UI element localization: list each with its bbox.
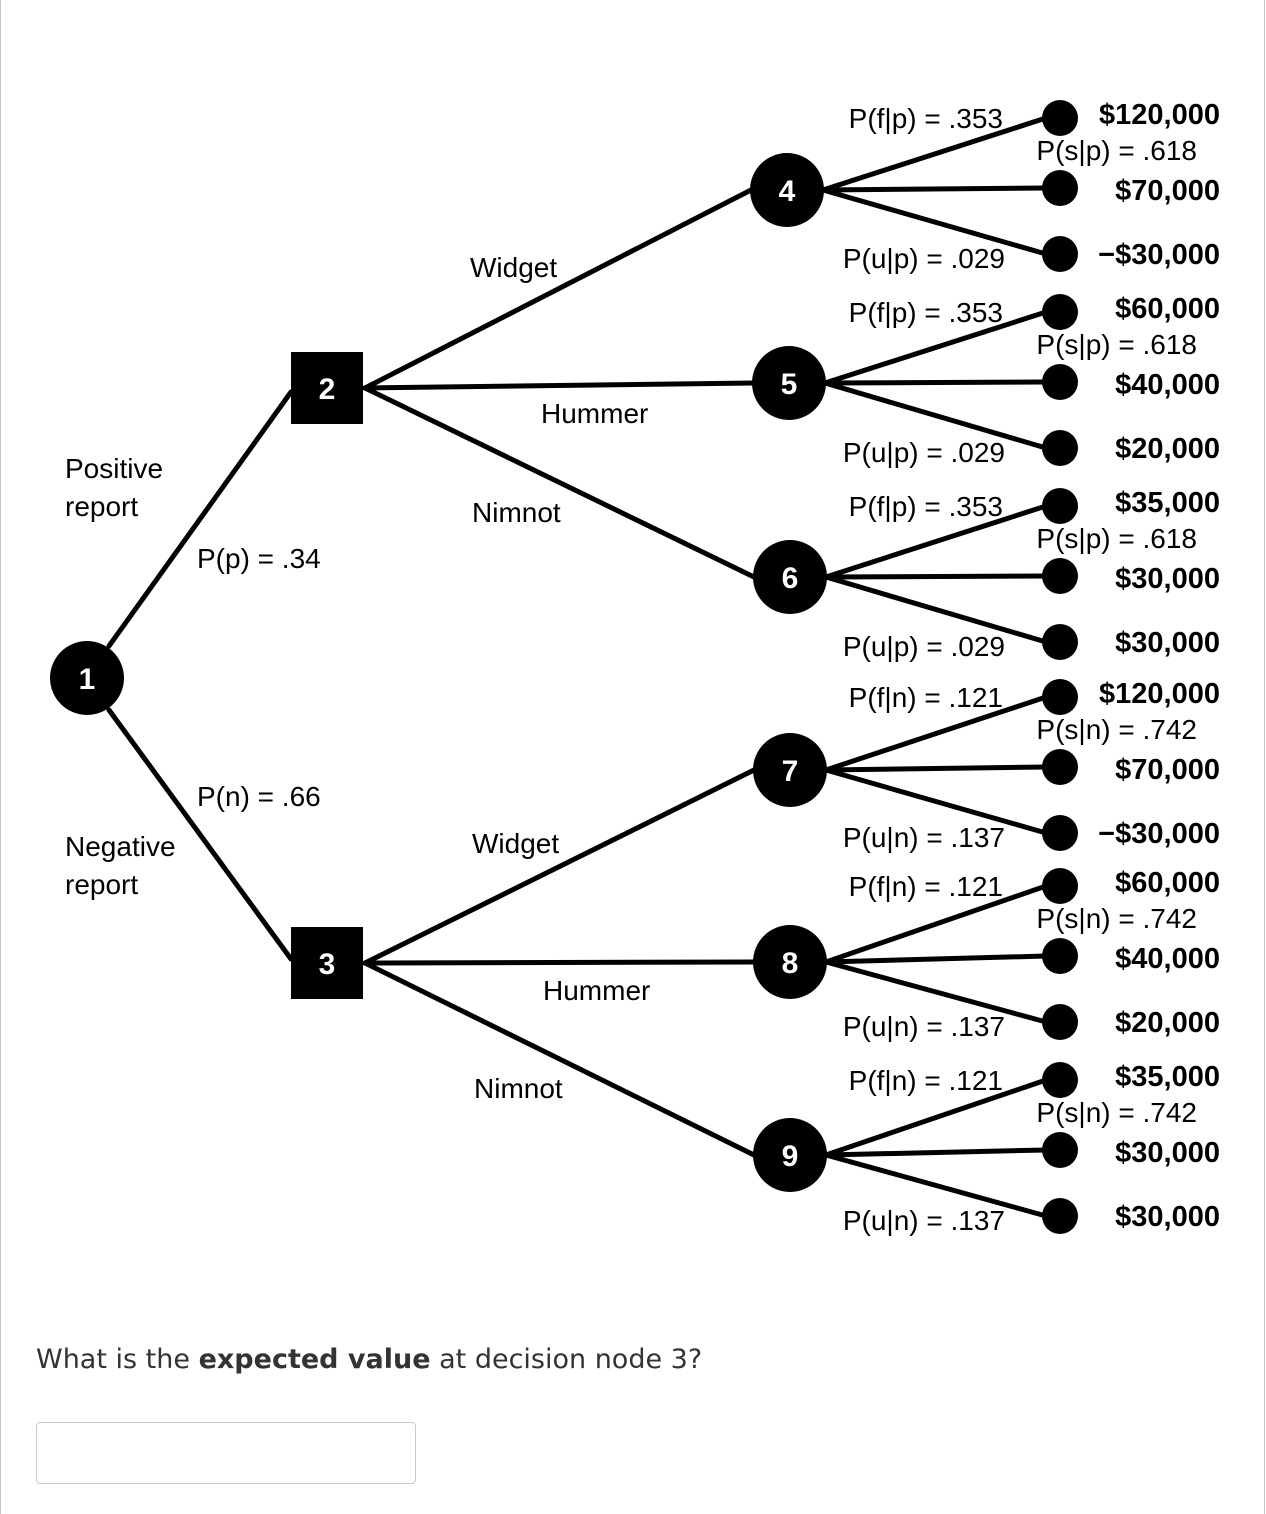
negative-report-label: report — [65, 869, 139, 900]
probability-stable: P(s|p) = .618 — [1036, 523, 1197, 554]
positive-report-probability: P(p) = .34 — [197, 543, 321, 574]
decision-node-label: 1 — [78, 663, 96, 696]
terminal-node — [1042, 679, 1078, 715]
outcome-branch-8-2 — [826, 956, 1046, 962]
terminal-node — [1042, 170, 1078, 206]
payoff-value: −$30,000 — [1098, 818, 1220, 850]
terminal-node — [1042, 364, 1078, 400]
terminal-node — [1042, 1198, 1078, 1234]
chance-node-label: 8 — [781, 947, 799, 980]
alternative-label-hummer: Hummer — [541, 398, 649, 429]
probability-unfavorable: P(u|n) = .137 — [842, 822, 1005, 853]
question-suffix: at decision node 3? — [430, 1344, 703, 1375]
payoff-value: $60,000 — [1115, 867, 1220, 899]
probability-unfavorable: P(u|n) = .137 — [842, 1011, 1005, 1042]
chance-node-label: 4 — [778, 175, 796, 208]
decision-node-label: 3 — [318, 948, 336, 981]
chance-node-label: 9 — [781, 1140, 799, 1173]
negative-report-probability: P(n) = .66 — [197, 781, 321, 812]
probability-unfavorable: P(u|n) = .137 — [842, 1205, 1005, 1236]
alternative-label-widget: Widget — [472, 828, 560, 859]
payoff-value: $30,000 — [1115, 1137, 1220, 1169]
branch-node2-straight — [365, 383, 753, 388]
payoff-value: $20,000 — [1115, 1007, 1220, 1039]
terminal-node — [1042, 558, 1078, 594]
alternative-label-nimnot: Nimnot — [474, 1073, 563, 1104]
probability-favorable: P(f|n) = .121 — [848, 871, 1003, 902]
alternative-label-widget: Widget — [470, 252, 558, 283]
terminal-node — [1042, 749, 1078, 785]
probability-favorable: P(f|p) = .353 — [848, 103, 1003, 134]
branch-node3-up — [365, 770, 754, 963]
branch-node3-straight — [365, 962, 754, 963]
terminal-node — [1042, 488, 1078, 524]
probability-unfavorable: P(u|p) = .029 — [842, 243, 1005, 274]
probability-stable: P(s|n) = .742 — [1036, 714, 1197, 745]
payoff-value: $40,000 — [1115, 369, 1220, 401]
question-prefix: What is the — [36, 1344, 199, 1375]
question-text — [36, 1344, 702, 1375]
chance-node-label: 6 — [781, 562, 799, 595]
positive-report-label: Positive — [65, 453, 164, 484]
probability-favorable: P(f|p) = .353 — [848, 297, 1003, 328]
terminal-node — [1042, 1004, 1078, 1040]
positive-report-label: report — [65, 491, 139, 522]
payoff-value: $20,000 — [1115, 433, 1220, 465]
payoff-value: −$30,000 — [1098, 239, 1220, 271]
terminal-node — [1042, 1062, 1078, 1098]
chance-node-label: 5 — [780, 368, 798, 401]
payoff-value: $60,000 — [1115, 293, 1220, 325]
probability-stable: P(s|n) = .742 — [1036, 1097, 1197, 1128]
terminal-node — [1042, 294, 1078, 330]
decision-node-label: 2 — [318, 373, 336, 406]
probability-favorable: P(f|n) = .121 — [848, 682, 1003, 713]
negative-report-label: Negative — [65, 831, 176, 862]
probability-stable: P(s|p) = .618 — [1036, 329, 1197, 360]
probability-favorable: P(f|p) = .353 — [848, 491, 1003, 522]
alternative-label-hummer: Hummer — [543, 975, 651, 1006]
payoff-value: $35,000 — [1115, 487, 1220, 519]
payoff-value: $70,000 — [1115, 754, 1220, 786]
terminal-node — [1042, 624, 1078, 660]
payoff-value: $30,000 — [1115, 1201, 1220, 1233]
branch-node2-up — [365, 190, 751, 388]
payoff-value: $70,000 — [1115, 175, 1220, 207]
terminal-node — [1042, 1132, 1078, 1168]
payoff-value: $30,000 — [1115, 563, 1220, 595]
terminal-node — [1042, 100, 1078, 136]
question-emphasis: expected value — [198, 1344, 431, 1375]
probability-favorable: P(f|n) = .121 — [848, 1065, 1003, 1096]
payoff-value: $120,000 — [1099, 678, 1220, 710]
probability-unfavorable: P(u|p) = .029 — [842, 437, 1005, 468]
probability-unfavorable: P(u|p) = .029 — [842, 631, 1005, 662]
payoff-value: $120,000 — [1099, 99, 1220, 131]
outcome-branch-9-2 — [826, 1150, 1046, 1155]
payoff-value: $35,000 — [1115, 1061, 1220, 1093]
terminal-node — [1042, 815, 1078, 851]
outcome-branch-7-2 — [826, 767, 1046, 770]
terminal-node — [1042, 430, 1078, 466]
outcome-branch-4-2 — [823, 188, 1046, 190]
outcome-branch-6-2 — [826, 576, 1046, 577]
probability-stable: P(s|p) = .618 — [1036, 135, 1197, 166]
payoff-value: $30,000 — [1115, 627, 1220, 659]
outcome-branch-5-2 — [825, 382, 1046, 383]
probability-stable: P(s|n) = .742 — [1036, 903, 1197, 934]
terminal-node — [1042, 868, 1078, 904]
chance-node-label: 7 — [781, 755, 799, 788]
terminal-node — [1042, 938, 1078, 974]
payoff-value: $40,000 — [1115, 943, 1220, 975]
terminal-node — [1042, 236, 1078, 272]
alternative-label-nimnot: Nimnot — [472, 497, 561, 528]
answer-input[interactable] — [36, 1422, 416, 1484]
